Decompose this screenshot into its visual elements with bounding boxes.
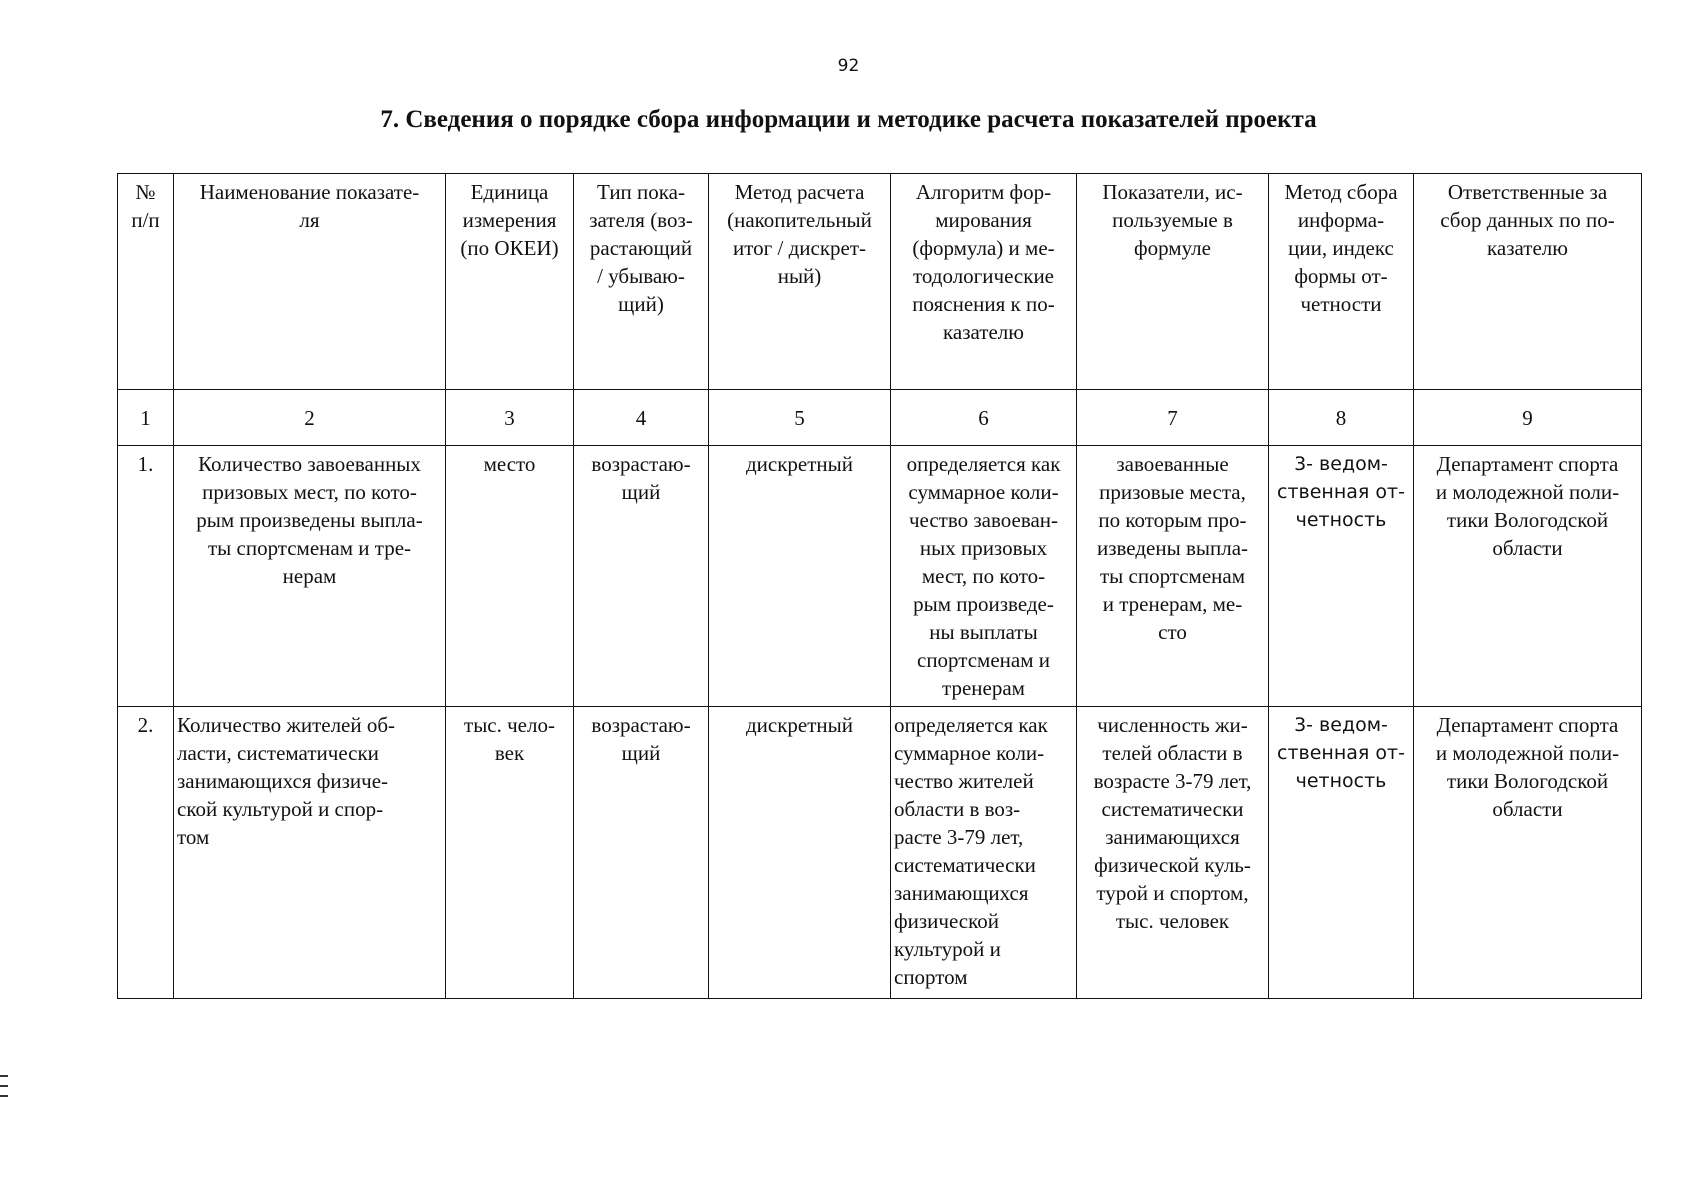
column-number-cell: 3 <box>446 390 574 446</box>
header-cell-indicators: Показатели, ис- пользуемые в формуле <box>1077 174 1269 390</box>
table-header-row <box>118 174 1642 390</box>
column-number-cell: 4 <box>574 390 709 446</box>
algorithm-cell: определяется как суммарное коли- чество жителей области в воз- расте 3-79 лет, систематически занимающихся физической культурой и спортом <box>891 707 1077 999</box>
column-number-cell: 8 <box>1269 390 1414 446</box>
formula-indicators-cell: завоеванные призовые места, по которым про- изведены выпла- ты спортсменам и тренерам, ме- сто <box>1077 446 1269 707</box>
column-number-cell: 6 <box>891 390 1077 446</box>
indicator-name-cell: Количество жителей об- ласти, систематически занимающихся физиче- ской культурой и спор- том <box>174 707 446 999</box>
margin-mark <box>0 1095 8 1097</box>
column-number-cell: 5 <box>709 390 891 446</box>
margin-mark <box>0 1085 8 1087</box>
calculation-method-cell: дискретный <box>709 446 891 707</box>
row-number-cell: 2. <box>118 707 174 999</box>
column-number-cell: 2 <box>174 390 446 446</box>
table-row <box>118 707 1642 999</box>
column-number-cell: 9 <box>1414 390 1642 446</box>
indicators-methodology-table <box>117 173 1642 999</box>
header-cell-type: Тип пока- зателя (воз- растающий / убываю- щий) <box>574 174 709 390</box>
indicator-name-cell: Количество завоеванных призовых мест, по кото- рым произведены выпла- ты спортсменам и тре- нерам <box>174 446 446 707</box>
unit-cell: место <box>446 446 574 707</box>
indicator-type-cell: возрастаю- щий <box>574 446 709 707</box>
collection-method-cell: 3- ведом- ственная от- четность <box>1269 446 1414 707</box>
calculation-method-cell: дискретный <box>709 707 891 999</box>
algorithm-cell: определяется как суммарное коли- чество завоеван- ных призовых мест, по кото- рым произведе- ны выплаты спортсменам и тренерам <box>891 446 1077 707</box>
responsible-cell: Департамент спорта и молодежной поли- тики Вологодской области <box>1414 707 1642 999</box>
header-cell-name: Наименование показате- ля <box>174 174 446 390</box>
header-cell-algorithm: Алгоритм фор- мирования (формула) и ме- тодологические пояснения к по- казателю <box>891 174 1077 390</box>
row-number-cell: 1. <box>118 446 174 707</box>
unit-cell: тыс. чело- век <box>446 707 574 999</box>
collection-method-cell: 3- ведом- ственная от- четность <box>1269 707 1414 999</box>
responsible-cell: Департамент спорта и молодежной поли- тики Вологодской области <box>1414 446 1642 707</box>
column-number-cell: 1 <box>118 390 174 446</box>
header-cell-collection: Метод сбора информа- ции, индекс формы от- четности <box>1269 174 1414 390</box>
document-title: 7. Сведения о порядке сбора информации и методике расчета показателей проекта <box>380 106 1317 133</box>
column-number-row <box>118 390 1642 446</box>
header-cell-number: № п/п <box>118 174 174 390</box>
column-number-cell: 7 <box>1077 390 1269 446</box>
page-number: 92 <box>837 56 860 76</box>
header-cell-responsible: Ответственные за сбор данных по по- казателю <box>1414 174 1642 390</box>
formula-indicators-cell: численность жи- телей области в возрасте 3-79 лет, систематически занимающихся физической куль- турой и спортом, тыс. человек <box>1077 707 1269 999</box>
indicator-type-cell: возрастаю- щий <box>574 707 709 999</box>
margin-mark <box>0 1075 8 1077</box>
header-cell-unit: Единица измерения (по ОКЕИ) <box>446 174 574 390</box>
header-cell-method: Метод расчета (накопительный итог / дискрет- ный) <box>709 174 891 390</box>
table-row <box>118 446 1642 707</box>
